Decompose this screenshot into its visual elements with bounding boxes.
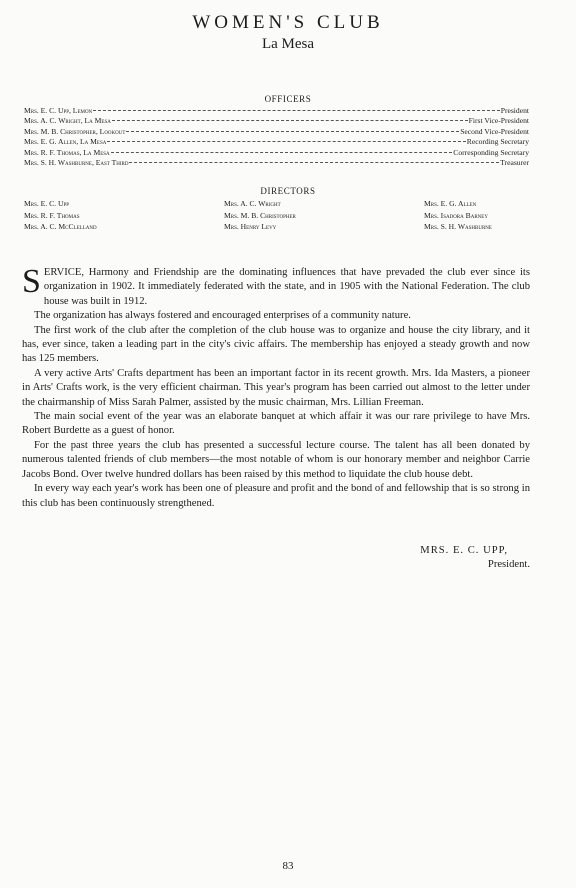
officer-row bbox=[24, 148, 529, 158]
officer-name: Mrs. A. C. Wright, La Mesa bbox=[24, 116, 111, 126]
body-paragraph bbox=[22, 263, 530, 309]
body-paragraph: The organization has always fostered and encouraged enterprises of a community nature. bbox=[34, 310, 411, 322]
leader-dots bbox=[107, 141, 465, 142]
officer-name: Mrs. R. F. Thomas, La Mesa bbox=[24, 147, 110, 157]
director-name: Mrs. E. G. Allen bbox=[424, 199, 477, 208]
officer-name: Mrs. S. H. Washburne, East Third bbox=[24, 158, 129, 168]
signatory-name: MRS. E. C. UPP, bbox=[420, 545, 508, 556]
leader-dots bbox=[129, 162, 499, 163]
body-paragraph: The first work of the club after the completion of the club house was to organize and house the city library, and it has, ever since, taken a leading part in the city's civic affairs. The membership has enjoyed a steady growth and now has 125 members. bbox=[22, 324, 530, 365]
page-subtitle: La Mesa bbox=[261, 36, 315, 52]
body-paragraph: The main social event of the year was an elaborate banquet at which affair it was our rare privilege to have Mrs. Robert Burdette as a guest of honor. bbox=[22, 411, 530, 437]
director-name: Mrs. Isadora Barney bbox=[424, 210, 488, 220]
director-name: Mrs. A. C. McClelland bbox=[24, 222, 97, 231]
club-history-text bbox=[22, 263, 530, 511]
signature-block bbox=[380, 544, 530, 573]
body-paragraph: A very active Arts' Crafts department has been an important factor in its recent growth. Mrs. Ida Masters, a pioneer in Arts' Crafts work, is the very efficient chairman. This year's program has been carried out almost to the letter under the chairmanship of Miss Sarah Palmer, assisted by the music chairman, Mrs. Lillian Freeman. bbox=[22, 367, 530, 408]
officer-name: Mrs. E. C. Upp, Lemon bbox=[24, 106, 93, 115]
director-name: Mrs. M. B. Christopher bbox=[224, 210, 296, 220]
officer-row bbox=[24, 158, 529, 168]
officer-name: Mrs. E. G. Allen, La Mesa bbox=[24, 137, 107, 147]
director-name: Mrs. S. H. Washburne bbox=[424, 222, 492, 231]
leader-dots bbox=[93, 110, 500, 111]
page-number: 83 bbox=[282, 860, 294, 872]
officer-row bbox=[24, 127, 529, 137]
officer-role: First Vice-President bbox=[468, 116, 529, 126]
director-name: Mrs. R. F. Thomas bbox=[24, 210, 80, 220]
officer-row bbox=[24, 106, 529, 116]
leader-dots bbox=[126, 131, 459, 132]
officer-role: Recording Secretary bbox=[466, 137, 529, 147]
director-name: Mrs. E. C. Upp bbox=[24, 199, 70, 208]
director-name: Mrs. A. C. Wright bbox=[224, 199, 281, 208]
directors-grid bbox=[24, 198, 534, 233]
body-paragraph: For the past three years the club has presented a successful lecture course. The talent has all been donated by numerous talented friends of club members—the most notable of whom is our honorary member and neighbor Carrie Jacobs Bond. Over twelve hundred dollars has been raised by this method to liquidate the club house debt. bbox=[22, 439, 530, 480]
drop-cap: S bbox=[22, 263, 41, 300]
officer-role: Treasurer bbox=[500, 158, 529, 168]
directors-heading: DIRECTORS bbox=[260, 186, 316, 196]
body-paragraph: In every way each year's work has been one of pleasure and profit and the bond of and fellowship that is so strong in this club has been continuously strengthened. bbox=[22, 483, 530, 509]
officer-role: Corresponding Secretary bbox=[453, 147, 529, 157]
officer-row bbox=[24, 116, 529, 126]
paragraph-text: ERVICE, Harmony and Friendship are the dominating influences that have prevaded the club ever since its organization in 1902. It immediately federated with the state, and in 1905 with the National Federation. The club house was built in 1912. bbox=[43, 267, 530, 307]
officer-name: Mrs. M. B. Christopher, Lookout bbox=[24, 126, 126, 136]
director-name: Mrs. Henry Levy bbox=[224, 222, 277, 231]
officers-list bbox=[24, 106, 529, 168]
officer-row bbox=[24, 137, 529, 147]
officers-heading: OFFICERS bbox=[264, 94, 312, 104]
leader-dots bbox=[111, 152, 453, 153]
officer-role: President bbox=[500, 106, 529, 115]
leader-dots bbox=[112, 120, 468, 121]
officer-role: Second Vice-President bbox=[460, 126, 529, 136]
signatory-title: President. bbox=[487, 559, 530, 571]
page-title: WOMEN'S CLUB bbox=[192, 12, 384, 33]
